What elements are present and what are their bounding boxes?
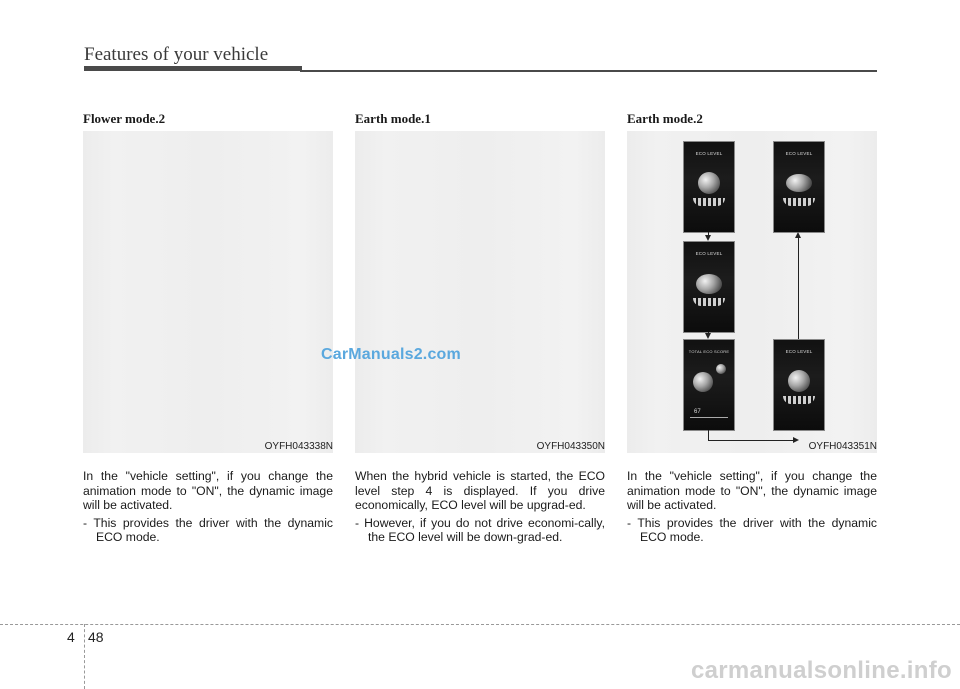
arrowhead-right-icon: [793, 437, 799, 443]
eco-panel: [683, 141, 735, 233]
section-title: Earth mode.1: [355, 111, 431, 126]
petals-icon: [783, 198, 815, 206]
eco-panel-label: ECO LEVEL: [695, 251, 723, 256]
earth-icon: [786, 174, 812, 192]
figure-earth-mode-1: [355, 131, 605, 453]
body-paragraph: When the hybrid vehicle is started, the ECO level step 4 is displayed. If you drive economically, ECO level will be upgrad-ed.: [355, 469, 605, 513]
eco-score: 67: [694, 409, 701, 415]
figure-flower-mode-2: [83, 131, 333, 453]
connector-bottom: [708, 440, 795, 441]
eco-panel: [773, 339, 825, 431]
section-body: [627, 469, 877, 545]
eco-panel: [683, 241, 735, 333]
body-paragraph: In the "vehicle setting", if you change the animation mode to "ON", the dynamic image will be activated.: [83, 469, 333, 513]
site-watermark: carmanualsonline.info: [690, 657, 952, 684]
eco-panel: [773, 141, 825, 233]
petals-icon: [693, 298, 725, 306]
petals-icon: [783, 396, 815, 404]
body-bullet: - This provides the driver with the dynamic ECO mode.: [627, 515, 877, 545]
figure-code: OYFH043338N: [264, 441, 333, 452]
footer-dashed-rule: [0, 624, 960, 625]
section-body: [355, 469, 605, 545]
body-paragraph: In the "vehicle setting", if you change the animation mode to "ON", the dynamic image will be activated.: [627, 469, 877, 513]
page-number: 48: [88, 629, 104, 645]
earth-icon: [788, 370, 810, 392]
header-rule-thin: [300, 70, 877, 72]
section-body: [83, 469, 333, 545]
eco-panel-label: TOTAL ECO SCORE: [688, 349, 730, 354]
body-bullet: - This provides the driver with the dynamic ECO mode.: [83, 515, 333, 545]
eco-panel-label: ECO LEVEL: [785, 151, 813, 156]
eco-panel-label: ECO LEVEL: [695, 151, 723, 156]
arrow-up-line: [798, 235, 799, 339]
earth-icon: [698, 172, 720, 194]
arrowhead-up-icon: [795, 232, 801, 238]
watermark-text: CarManuals2.com: [321, 346, 461, 363]
arrowhead-down-icon: [705, 235, 711, 241]
page-header-title: Features of your vehicle: [84, 44, 269, 65]
figure-earth-mode-2: [627, 131, 877, 453]
figure-code: OYFH043351N: [808, 441, 877, 452]
body-bullet: - However, if you do not drive economi-cally, the ECO level will be down-grad-ed.: [355, 515, 605, 545]
earth-icon: [696, 274, 722, 294]
header-rule-thick: [84, 66, 302, 71]
earth-icon: [693, 372, 713, 392]
section-title: Flower mode.2: [83, 111, 166, 126]
eco-panel-total-score: [683, 339, 735, 431]
eco-panel-label: ECO LEVEL: [785, 349, 813, 354]
page-chapter-number: 4: [67, 629, 75, 645]
petals-icon: [693, 198, 725, 206]
section-title: Earth mode.2: [627, 111, 703, 126]
footer-dashed-divider: [84, 624, 85, 689]
figure-code: OYFH043350N: [536, 441, 605, 452]
arrowhead-down-icon: [705, 333, 711, 339]
moon-icon: [716, 364, 726, 374]
score-line: [690, 417, 728, 418]
